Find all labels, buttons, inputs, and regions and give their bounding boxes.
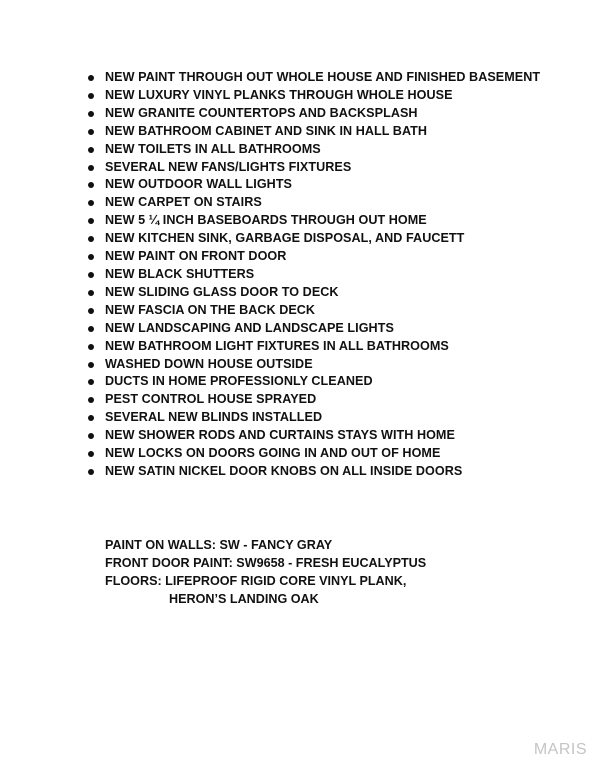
features-list: [88, 69, 558, 481]
front-door-paint-line: FRONT DOOR PAINT: SW9658 - FRESH EUCALYPTUS: [105, 556, 427, 570]
feature-item: [88, 248, 558, 266]
feature-text: NEW TOILETS IN ALL BATHROOMS: [105, 141, 321, 156]
feature-text: NEW PAINT ON FRONT DOOR: [105, 249, 287, 264]
feature-item: [88, 445, 558, 463]
bullet-icon: [88, 129, 94, 135]
bullet-icon: [88, 272, 94, 278]
feature-item: [88, 266, 558, 284]
feature-item: [88, 230, 558, 248]
bullet-icon: [88, 182, 94, 188]
feature-text: SEVERAL NEW FANS/LIGHTS FIXTURES: [105, 159, 352, 174]
bullet-icon: [88, 344, 94, 350]
feature-text: NEW BLACK SHUTTERS: [105, 266, 255, 281]
feature-item: [88, 284, 558, 302]
feature-text: NEW KITCHEN SINK, GARBAGE DISPOSAL, AND FAUCETT: [105, 231, 465, 246]
feature-item: [88, 391, 558, 409]
feature-text: NEW GRANITE COUNTERTOPS AND BACKSPLASH: [105, 105, 418, 120]
feature-text: NEW BATHROOM CABINET AND SINK IN HALL BATH: [105, 123, 428, 138]
paint-info: [105, 536, 545, 608]
feature-item: [88, 105, 558, 123]
feature-item: [88, 123, 558, 141]
feature-item: [88, 159, 558, 177]
bullet-icon: [88, 290, 94, 296]
feature-item: [88, 338, 558, 356]
feature-text: NEW SHOWER RODS AND CURTAINS STAYS WITH HOME: [105, 428, 455, 443]
feature-text: WASHED DOWN HOUSE OUTSIDE: [105, 356, 313, 371]
bullet-icon: [88, 451, 94, 457]
feature-item: [88, 176, 558, 194]
feature-item: [88, 409, 558, 427]
feature-item: [88, 141, 558, 159]
feature-text: NEW LANDSCAPING AND LANDSCAPE LIGHTS: [105, 320, 394, 335]
maris-watermark: MARIS: [533, 741, 587, 758]
feature-text: NEW LOCKS ON DOORS GOING IN AND OUT OF HOME: [105, 446, 441, 461]
bullet-icon: [88, 326, 94, 332]
bullet-icon: [88, 469, 94, 475]
bullet-icon: [88, 397, 94, 403]
floors-continued-line: HERON’S LANDING OAK: [169, 592, 319, 606]
feature-text: NEW CARPET ON STAIRS: [105, 195, 262, 210]
feature-text: NEW 5 ¼ INCH BASEBOARDS THROUGH OUT HOME: [105, 213, 427, 228]
bullet-icon: [88, 165, 94, 171]
feature-text: NEW SLIDING GLASS DOOR TO DECK: [105, 284, 339, 299]
bullet-icon: [88, 254, 94, 260]
bullet-icon: [88, 93, 94, 99]
feature-text: DUCTS IN HOME PROFESSIONLY CLEANED: [105, 374, 373, 389]
bullet-icon: [88, 75, 94, 81]
feature-text: NEW LUXURY VINYL PLANKS THROUGH WHOLE HOUSE: [105, 87, 453, 102]
feature-item: [88, 373, 558, 391]
bullet-icon: [88, 362, 94, 368]
feature-text: NEW BATHROOM LIGHT FIXTURES IN ALL BATHROOMS: [105, 338, 449, 353]
feature-text: PEST CONTROL HOUSE SPRAYED: [105, 392, 317, 407]
bullet-icon: [88, 415, 94, 421]
bullet-icon: [88, 147, 94, 153]
feature-item: [88, 320, 558, 338]
feature-text: NEW OUTDOOR WALL LIGHTS: [105, 177, 293, 192]
feature-item: [88, 212, 558, 230]
floors-line: FLOORS: LIFEPROOF RIGID CORE VINYL PLANK,: [105, 574, 407, 588]
feature-item: [88, 427, 558, 445]
bullet-icon: [88, 218, 94, 224]
bullet-icon: [88, 379, 94, 385]
feature-item: [88, 356, 558, 374]
feature-item: [88, 69, 558, 87]
bullet-icon: [88, 308, 94, 314]
bullet-icon: [88, 433, 94, 439]
bullet-icon: [88, 111, 94, 117]
feature-text: NEW PAINT THROUGH OUT WHOLE HOUSE AND FINISHED BASEMENT: [105, 70, 541, 84]
feature-item: [88, 194, 558, 212]
feature-text: NEW FASCIA ON THE BACK DECK: [105, 302, 316, 317]
bullet-icon: [88, 200, 94, 206]
feature-item: [88, 87, 558, 105]
bullet-icon: [88, 236, 94, 242]
feature-text: NEW SATIN NICKEL DOOR KNOBS ON ALL INSIDE DOORS: [105, 463, 463, 478]
feature-text: SEVERAL NEW BLINDS INSTALLED: [105, 410, 323, 425]
feature-item: [88, 463, 558, 481]
feature-item: [88, 302, 558, 320]
walls-paint-line: PAINT ON WALLS: SW - FANCY GRAY: [105, 538, 333, 552]
